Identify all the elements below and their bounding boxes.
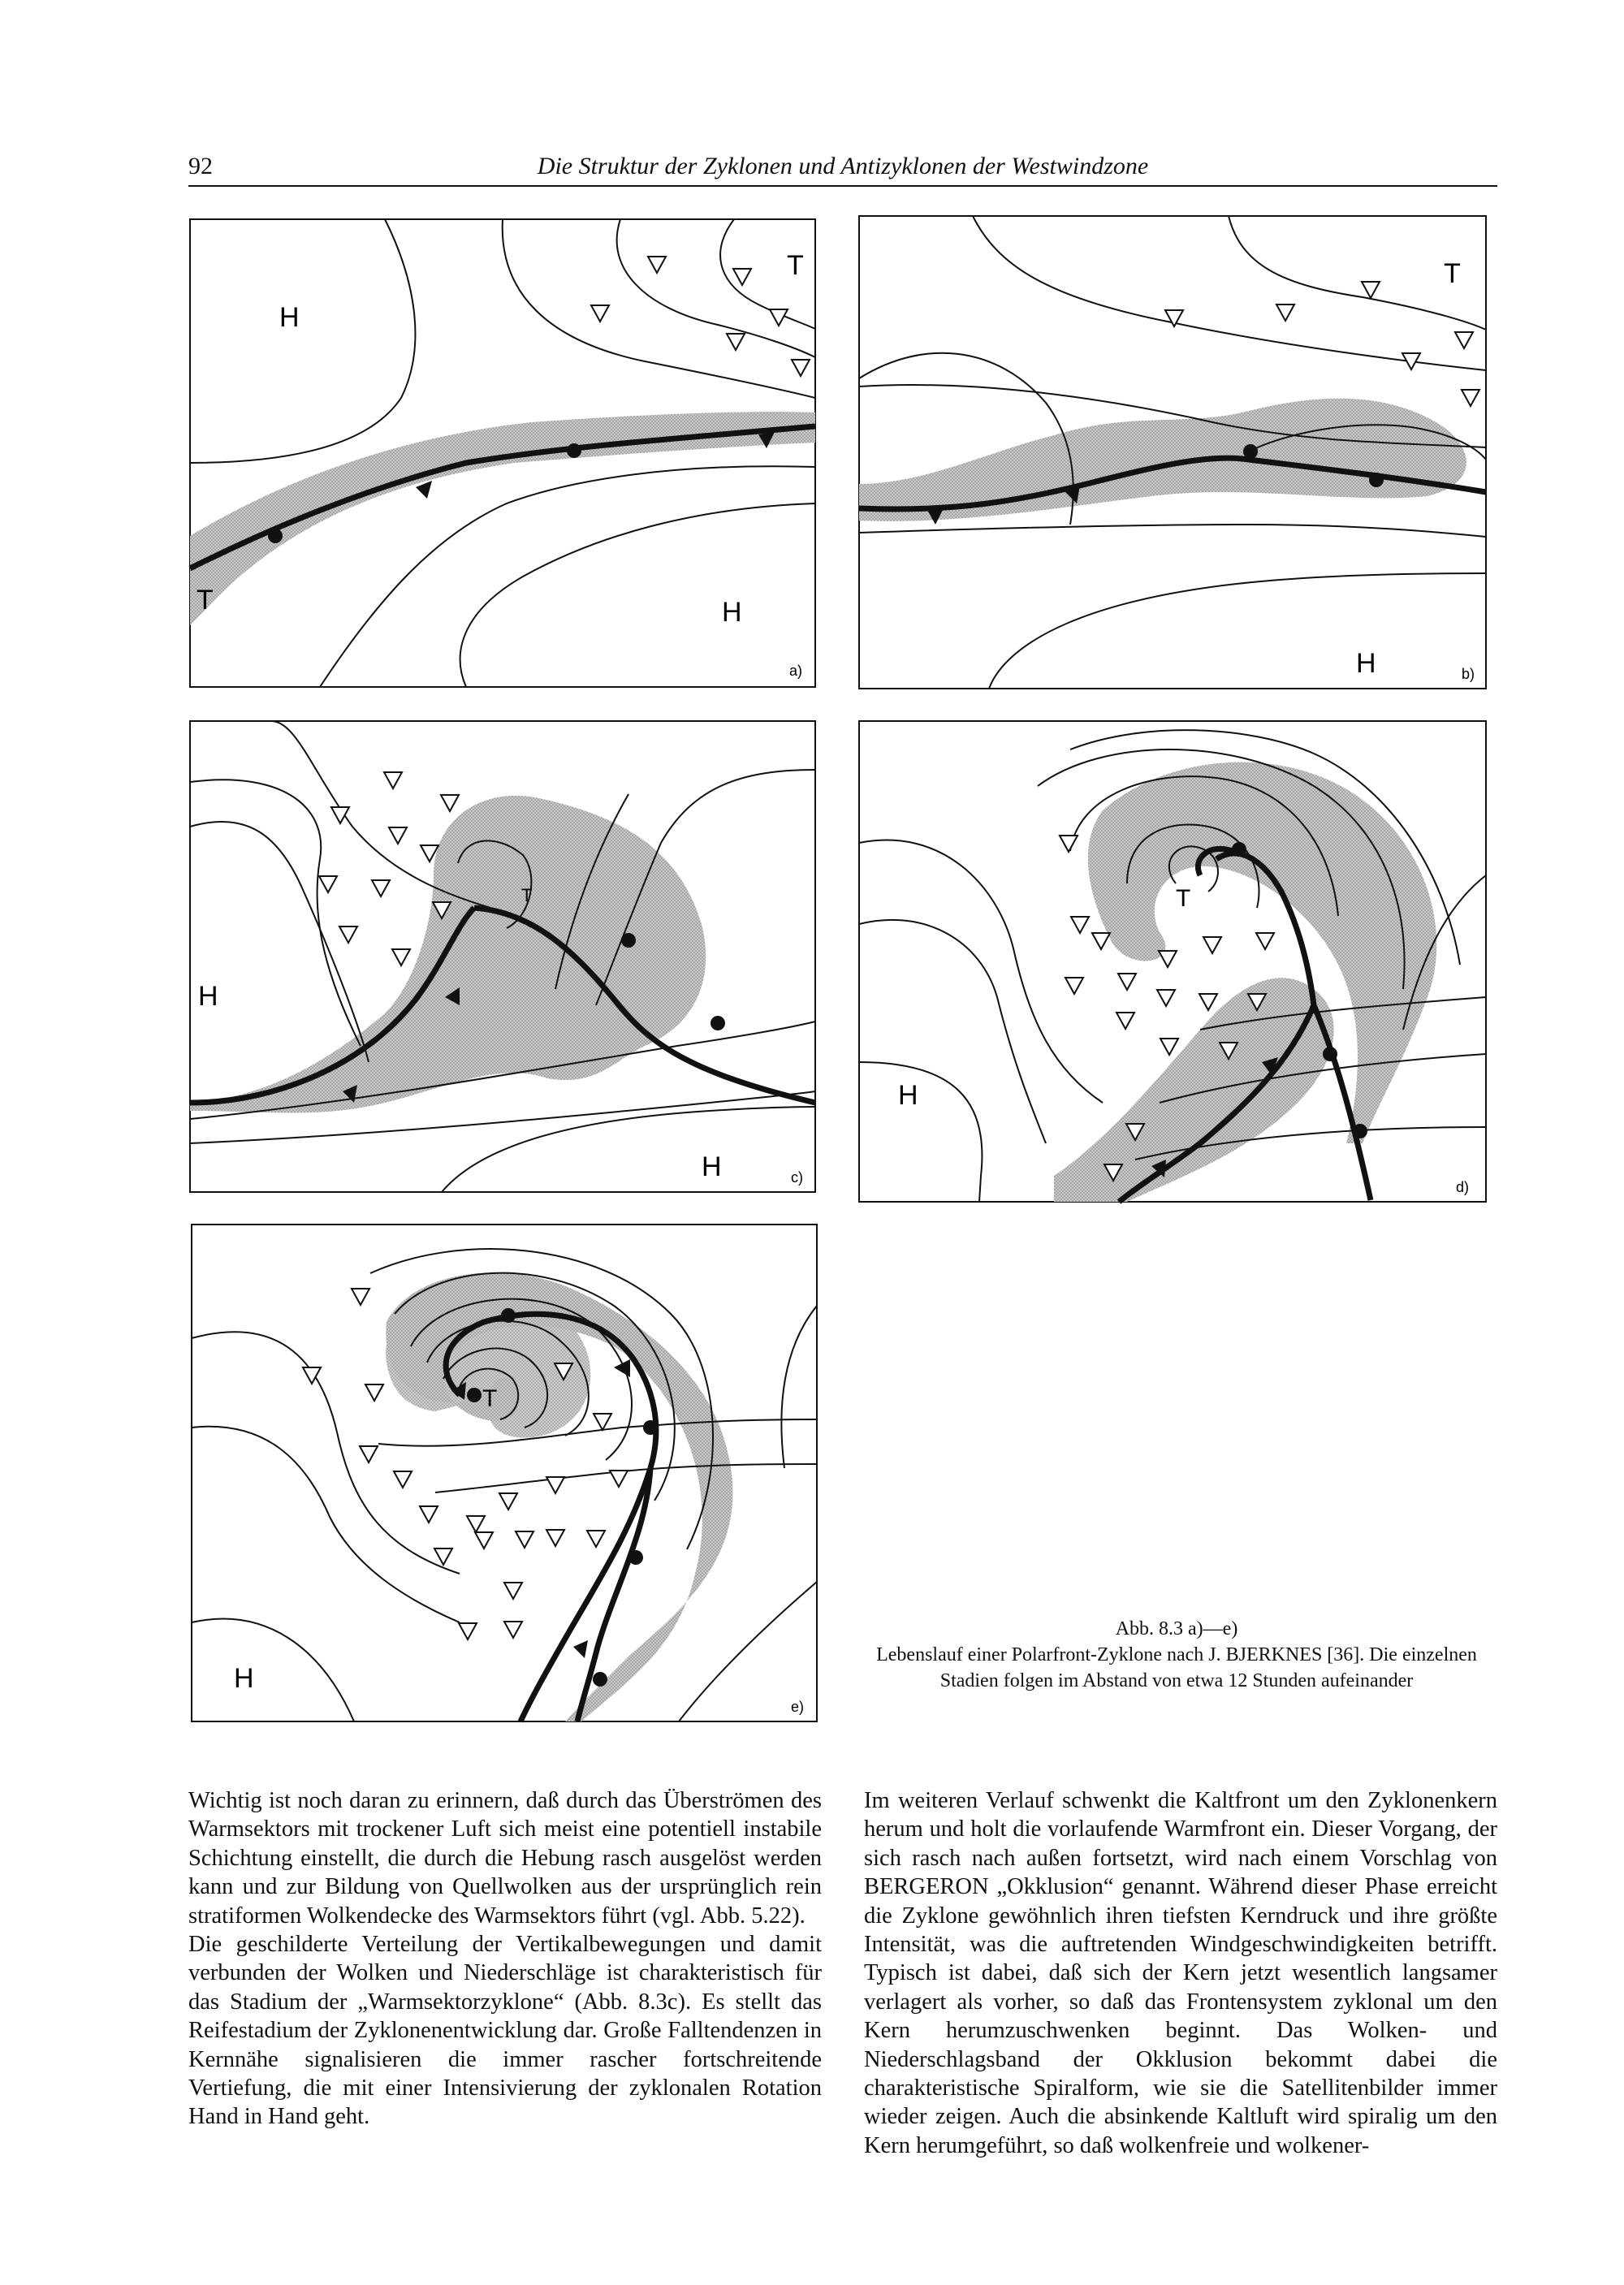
low-label: T: [1444, 258, 1461, 289]
running-title: Die Struktur der Zyklonen und Antizyklonen der Westwindzone: [537, 153, 1149, 179]
high-label: H: [722, 597, 742, 628]
figure-panel-e: [192, 1225, 817, 1721]
paragraph: Wichtig ist noch daran zu erinnern, daß durch das Überströmen des Warmsektors mit trockener Luft sich meist eine potentiell instabile Schichtung einstellt, die durch die Hebung rasch ausgelöst werden kann und zur Bildung von Quellwolken aus der ursprünglich rein stratiformen Wolkendecke des Warmsektors führt (vgl. Abb. 5.22).: [188, 1788, 822, 1929]
paragraph: Im weiteren Verlauf schwenkt die Kaltfront um den Zyklonenkern herum und holt die vorlaufende Warmfront ein. Dieser Vorgang, der sich rasch nach außen fortsetzt, wird nach einem Vorschlag von BERGERON „Okklusion“ genannt. Während dieser Phase erreicht die Zyklone gewöhnlich ihren tiefsten Kerndruck und ihre größte Intensität, was die auftretenden Windgeschwindigkeiten betrifft. Typisch ist dabei, daß sich der Kern jetzt wesentlich langsamer verlagert als vorher, so daß das Frontensystem zyklonal um den Kern herumzuschwenken beginnt. Das Wolken- und Niederschlagsband der Okklusion bekommt dabei die charakteristische Spiralform, wie sie die Satellitenbilder immer wieder zeigen. Auch die absinkende Kaltluft wird spiralig um den Kern herumgeführt, so daß wolkenfreie und wolkener-: [864, 1788, 1497, 2158]
low-label: T: [787, 250, 804, 281]
high-label: H: [234, 1663, 254, 1694]
page-number: 92: [188, 153, 213, 179]
body-column-right: [864, 1786, 1497, 2160]
low-label: T: [521, 885, 533, 905]
figure-panel-b: [859, 216, 1486, 689]
caption-text: Lebenslauf einer Polarfront-Zyklone nach J. BJERKNES [36]. Die einzelnen Stadien folgen im Abstand von etwa 12 Stunden aufeinander: [876, 1644, 1477, 1691]
figure-panel-d: [859, 721, 1486, 1202]
panel-label: c): [791, 1169, 803, 1186]
panel-label: a): [789, 663, 803, 679]
body-column-left: [188, 1786, 822, 2132]
figure-caption: [856, 1616, 1497, 1694]
low-label: T: [482, 1385, 498, 1412]
high-label: H: [702, 1151, 722, 1182]
high-label: H: [1356, 648, 1376, 679]
panel-label: e): [791, 1699, 805, 1715]
figure-panel-a: [190, 219, 815, 687]
panel-label: b): [1462, 666, 1475, 682]
high-label: H: [198, 981, 218, 1012]
panel-label: d): [1456, 1179, 1470, 1195]
page-header: [188, 153, 1497, 187]
figure-panel-c: [190, 721, 815, 1192]
high-label: H: [279, 302, 300, 333]
paragraph: Die geschilderte Verteilung der Vertikalbewegungen und damit verbunden der Wolken und Niederschläge ist charakteristisch für das Stadium der „Warmsektorzyklone“ (Abb. 8.3c). Es stellt das Reifestadium der Zyklonenentwicklung dar. Große Falltendenzen in Kernnähe signalisieren die immer rascher fortschreitende Vertiefung, die mit einer Intensivierung der zyklonalen Rotation Hand in Hand geht.: [188, 1932, 822, 2130]
high-label: H: [898, 1080, 918, 1111]
low-label: T: [1176, 885, 1191, 912]
caption-number: Abb. 8.3 a)—e): [1115, 1618, 1238, 1639]
low-label: T: [197, 585, 214, 616]
